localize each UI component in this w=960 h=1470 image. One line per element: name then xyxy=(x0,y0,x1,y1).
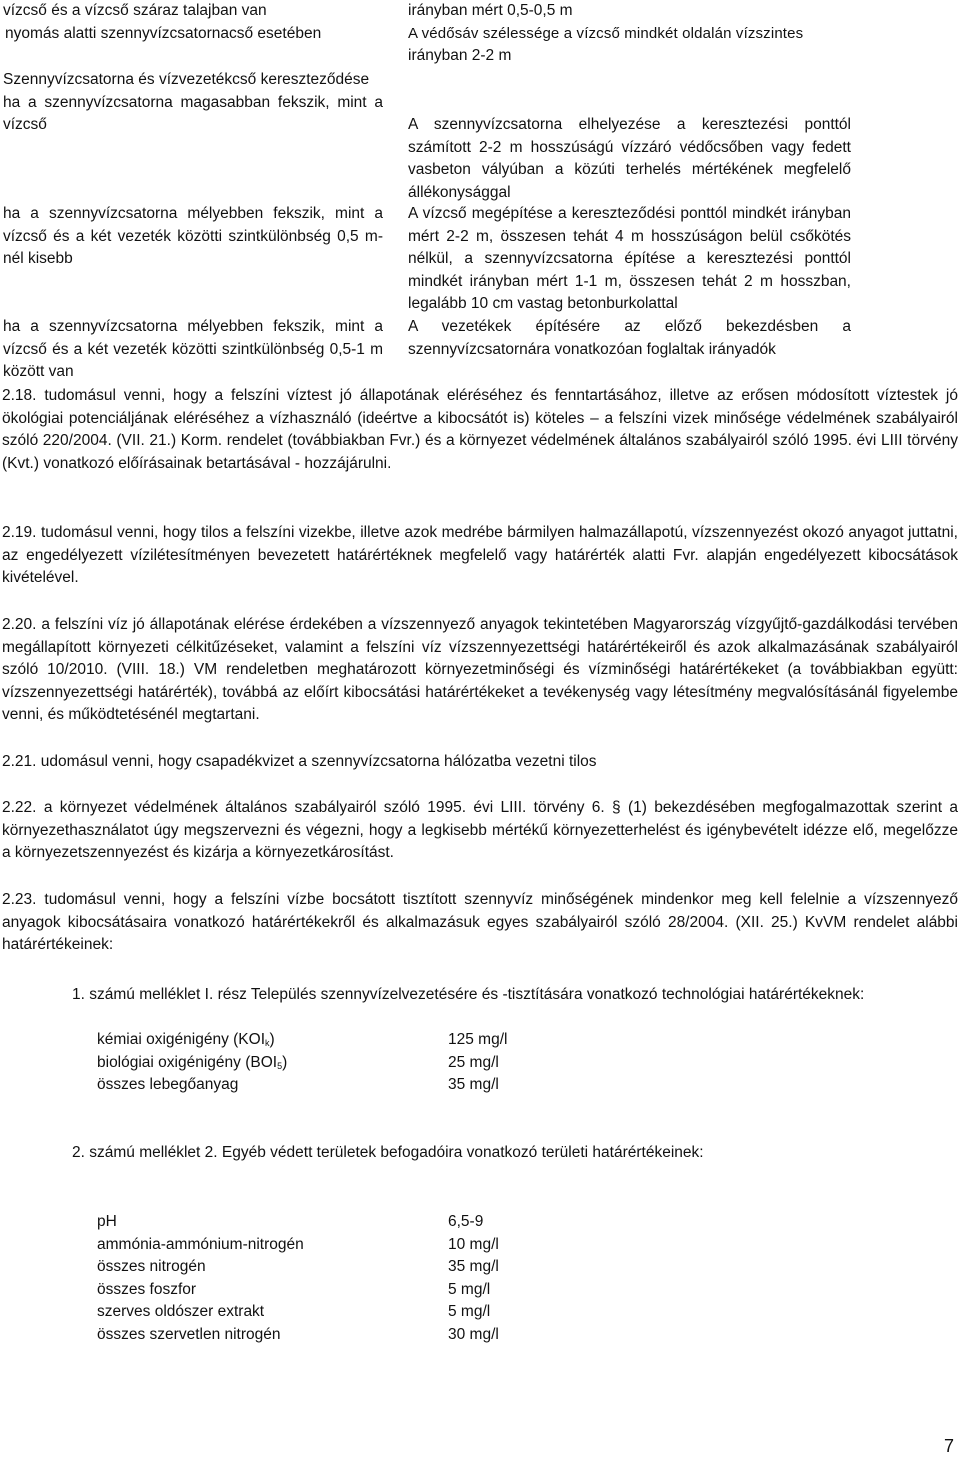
table-cell-left xyxy=(3,316,383,384)
limit-name: pH xyxy=(97,1213,117,1230)
limit-value: 25 mg/l xyxy=(448,1053,499,1071)
paragraph-number: 2.21. xyxy=(2,753,37,770)
limit-value: 5 mg/l xyxy=(448,1280,491,1298)
table-cell-left xyxy=(3,203,383,271)
limit-name: biológiai oxigénigény $(BOI_5)$ xyxy=(97,1053,288,1071)
paragraph-text: udomásul venni, hogy csapadékvizet a szennyvízcsatorna hálózatba vezetni tilos xyxy=(40,753,597,770)
limit-value: 35 mg/l xyxy=(448,1258,499,1275)
table-cell-right xyxy=(408,203,851,316)
paragraph-number: 2.18. xyxy=(2,387,37,404)
limit-name: összes nitrogén xyxy=(97,1258,206,1275)
table-text: ha a szennyvízcsatorna mélyebben fekszik, mint a vízcső és a két vezeték közötti szintkülönbség 0,5-1 m között van xyxy=(3,318,383,381)
limit-name: ammónia-ammónium-nitrogén xyxy=(97,1235,304,1253)
table-text: A szennyvízcsatorna elhelyezése a keresztezési ponttól számított 2-2 m hosszúságú vízzáró védőcsőben vagy fedett vasbeton vályúban a közúti terhelés mértékének megfelelő állékonysággal xyxy=(408,116,851,201)
table-cell-right xyxy=(408,0,851,68)
table-text: A vízcső megépítése a kereszteződési ponttól mindkét irányban mért 2-2 m, összesen tehát 4 m hosszúságon belül csőkötés nélkül, a szennyvízcsatorna építése a keresztezési ponttól mindkét irányban mért 1-1 m, összesen tehát 2 m hosszban, legalább 10 cm vastag betonburkolattal xyxy=(408,205,851,313)
paragraph-text: a környezet védelmének általános szabályairól szóló 1995. évi LIII. törvény 6. § (1) bekezdésében megfogalmazottak szerint a környezethasználatot úgy megszervezni és végezni, hogy a legkisebb mértékű környezetterhelést és igénybevételt idézze elő, megelőzze a környezetszennyezést és kizárja a környezetkárosítást. xyxy=(2,799,958,862)
paragraph-2-23 xyxy=(2,889,958,957)
paragraph-2-20 xyxy=(2,614,958,727)
annex-1-title: 1. számú melléklet I. rész Település szennyvízelvezetésére és -tisztítására vonatkozó technológiai határértékeknek: xyxy=(72,986,865,1003)
limit-value: 6,5-9 xyxy=(448,1213,484,1230)
table-cell-right xyxy=(408,114,851,204)
paragraph-number: 2.23. xyxy=(2,891,37,908)
table-text: nyomás alatti szennyvízcsatornacső esetében xyxy=(5,24,322,42)
limit-name: összes foszfor xyxy=(97,1280,197,1298)
limit-name: szerves oldószer extrakt xyxy=(97,1303,265,1320)
limit-value: 35 mg/l xyxy=(448,1076,499,1093)
table-text: ha a szennyvízcsatorna magasabban fekszik, mint a vízcső xyxy=(3,93,383,134)
table-cell-left xyxy=(3,0,383,45)
limit-name: összes szervetlen nitrogén xyxy=(97,1325,281,1343)
paragraph-text: tudomásul venni, hogy a felszíni vízbe bocsátott tisztított szennyvíz minőségének mindenkor meg kell felelnie a vízszennyező anyagok kibocsátásaira vonatkozó határértékekről és alkalmazásuk egyes szabályairól szóló 28/2004. (XII. 25.) KvVM rendelet alábbi határértékeinek: xyxy=(2,891,958,954)
table-cell-right xyxy=(408,316,851,361)
paragraph-text: tudomásul venni, hogy a felszíni víztest jó állapotának eléréséhez és fenntartásához, illetve az erősen módosított víztestek jó ökológiai potenciáljának eléréséhez a vízhasználó (ideértve a kibocsátót is) köteles – a felszíni vizek minősége védelmének szabályairól szóló 220/2004. (VII. 21.) Korm. rendelet (továbbiakban Fvr.) és a környezet védelmének általános szabályairól szóló 1995. évi LIII törvény (Kvt.) vonatkozó előírásainak betartásával - hozzájárulni. xyxy=(2,387,959,472)
table-cell-left xyxy=(3,69,383,137)
limit-name: összes lebegőanyag xyxy=(97,1076,239,1093)
table-text: A védősáv szélessége a vízcső mindkét oldalán vízszintes xyxy=(408,24,804,42)
table-text: vízcső és a vízcső száraz talajban van xyxy=(3,2,267,19)
page-number: 7 xyxy=(944,1436,955,1456)
paragraph-text: tudomásul venni, hogy tilos a felszíni vizekbe, illetve azok medrébe bármilyen halmazállapotú, vízszennyezést okozó anyagot juttatni, az engedélyezett vízilétesítményen bevezetett határértéknek megfelelő vagy határérték alatti Fvr. alapján engedélyezett kibocsátások kivételével. xyxy=(2,524,958,587)
limit-value: 5 mg/l xyxy=(448,1303,491,1320)
table-text: Szennyvízcsatorna és vízvezetékcső kereszteződése xyxy=(3,71,370,88)
paragraph-number: 2.20. xyxy=(2,616,37,633)
table-text: irányban 2-2 m xyxy=(408,47,512,65)
limit-value: 30 mg/l xyxy=(448,1325,499,1343)
limit-value: 10 mg/l xyxy=(448,1235,499,1253)
paragraph-2-19 xyxy=(2,522,958,590)
annex-2-title: 2. számú melléklet 2. Egyéb védett területek befogadóira vonatkozó területi határértékeinek: xyxy=(72,1144,704,1161)
paragraph-2-21 xyxy=(2,751,958,774)
paragraph-2-18 xyxy=(2,385,958,475)
table-text: A vezetékek építésére az előző bekezdésben a szennyvízcsatornára vonatkozóan foglaltak irányadók xyxy=(408,318,851,358)
table-text: ha a szennyvízcsatorna mélyebben fekszik, mint a vízcső és a két vezeték közötti szintkülönbség 0,5 m-nél kisebb xyxy=(3,205,383,268)
paragraph-number: 2.22. xyxy=(2,799,37,816)
paragraph-text: a felszíni víz jó állapotának elérése érdekében a vízszennyező anyagok tekintetében Magyarország vízgyűjtő-gazdálkodási tervében megállapított környezeti célkitűzéseket, valamint a felszíni víz vízszennyezettségi határértékeiről és azok alkalmazásának szabályairól szóló 10/2010. (VIII. 18.) VM rendeletben meghatározott környezetminőségi és vízminőségi határértékeket (a továbbiakban együtt: vízszennyezettségi határérték), továbbá az előírt kibocsátási határértékeket a tevékenység vagy létesítmény megvalósításánál figyelembe venni, és működtetésénél megtartani. xyxy=(2,616,959,724)
table-text: irányban mért 0,5-0,5 m xyxy=(408,2,573,19)
paragraph-2-22 xyxy=(2,797,958,865)
limit-name: kémiai oxigénigény $(KOI_k)$ xyxy=(97,1031,275,1048)
paragraph-number: 2.19. xyxy=(2,524,37,541)
limit-value: 125 mg/l xyxy=(448,1031,508,1048)
